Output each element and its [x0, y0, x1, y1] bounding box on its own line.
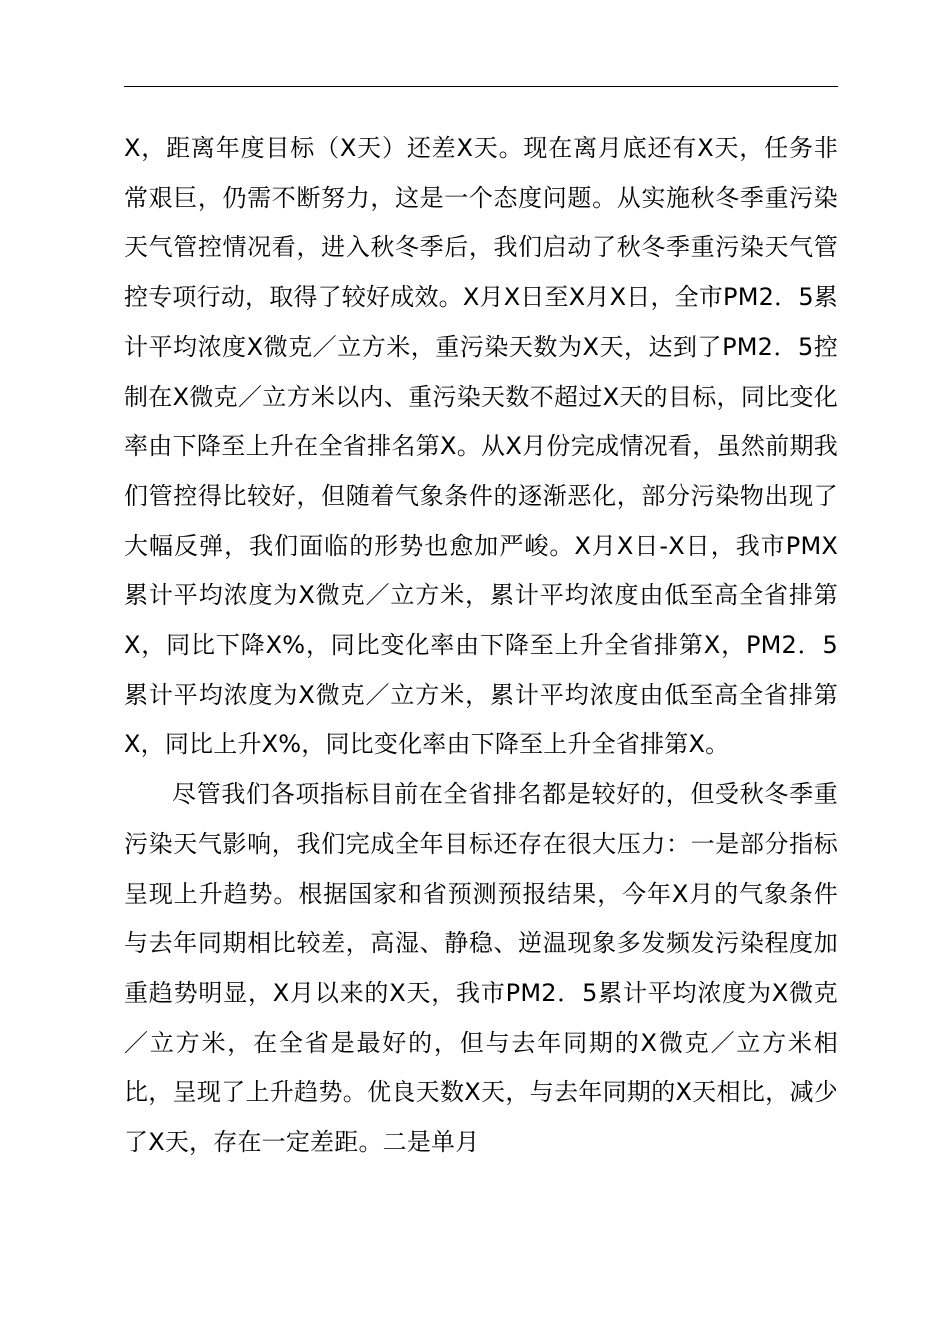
header-rule: [124, 86, 838, 87]
paragraph-pressure-analysis: 尽管我们各项指标目前在全省排名都是较好的，但受秋冬季重污染天气影响，我们完成全年目标还存在很大压力：一是部分指标呈现上升趋势。根据国家和省预测预报结果，今年X月的气象条件与去年同期相比较差，高湿、静稳、逆温现象多发频发污染程度加重趋势明显，X月以来的X天，我市PM2．5累计平均浓度为X微克／立方米，在全省是最好的，但与去年同期的X微克／立方米相比，呈现了上升趋势。优良天数X天，与去年同期的X天相比，减少了X天，存在一定差距。二是单月: [124, 780, 838, 1157]
paragraph-continued: X，距离年度目标（X天）还差X天。现在离月底还有X天，任务非常艰巨，仍需不断努力，这是一个态度问题。从实施秋冬季重污染天气管控情况看，进入秋冬季后，我们启动了秋冬季重污染天气管控专项行动，取得了较好成效。X月X日至X月X日，全市PM2．5累计平均浓度X微克／立方米，重污染天数为X天，达到了PM2．5控制在X微克／立方米以内、重污染天数不超过X天的目标，同比变化率由下降至上升在全省排名第X。从X月份完成情况看，虽然前期我们管控得比较好，但随着气象条件的逐渐恶化，部分污染物出现了大幅反弹，我们面临的形势也愈加严峻。X月X日-X日，我市PMX累计平均浓度为X微克／立方米，累计平均浓度由低至高全省排第X，同比下降X%，同比变化率由下降至上升全省排第X，PM2．5累计平均浓度为X微克／立方米，累计平均浓度由低至高全省排第X，同比上升X%，同比变化率由下降至上升全省排第X。: [124, 134, 838, 759]
document-body: [124, 124, 838, 1168]
